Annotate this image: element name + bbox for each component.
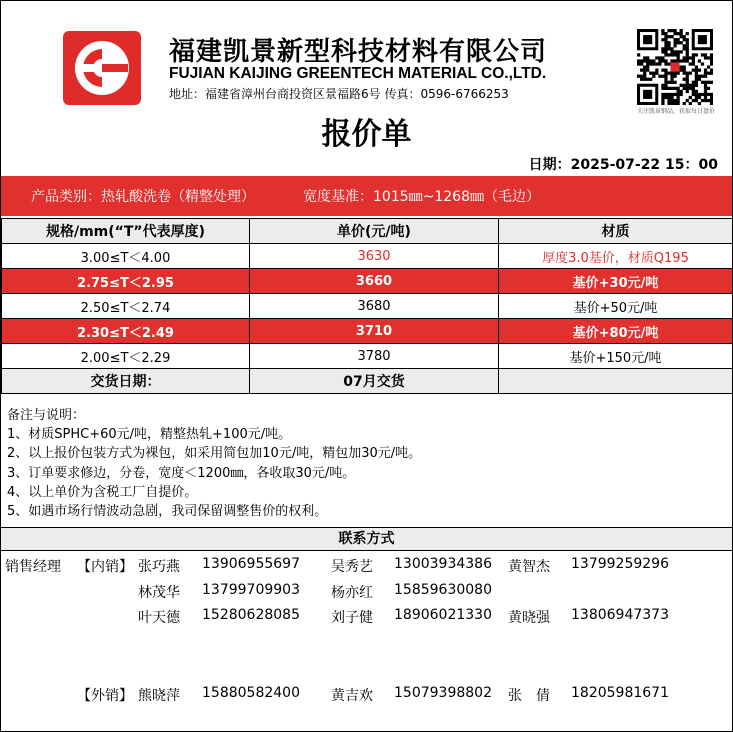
price-cell: 3710 <box>250 319 499 344</box>
contact-phone: 15079398802 <box>394 685 492 701</box>
price-cell: 3680 <box>250 294 499 319</box>
header-spec: 规格/mm(“T”代表厚度) <box>2 219 250 244</box>
delivery-label: 交货日期： <box>2 369 250 394</box>
spec-cell: 2.00≤T＜2.29 <box>2 344 250 369</box>
table-row <box>2 294 733 319</box>
material-cell: 基价+150元/吨 <box>499 344 733 369</box>
spec-cell: 2.50≤T＜2.74 <box>2 294 250 319</box>
table-row <box>2 344 733 369</box>
contact-name: 黄晓强 <box>508 610 550 626</box>
header-price: 单价(元/吨) <box>250 219 499 244</box>
contact-phone: 15880582400 <box>202 685 300 701</box>
contact-phone: 15859630080 <box>394 582 492 598</box>
contact-name: 林茂华 <box>138 585 180 601</box>
width-basis: 宽度基准：1015㎜~1268㎜（毛边） <box>303 189 540 205</box>
note-item: 1、材质SPHC+60元/吨，精整热轧+100元/吨。 <box>7 427 292 443</box>
export-sales-label: 【外销】 <box>77 688 133 704</box>
product-category-bar <box>1 176 732 216</box>
contact-phone: 13799709903 <box>202 582 300 598</box>
quote-date: 日期：2025-07-22 15：00 <box>528 157 718 173</box>
contact-name: 张 倩 <box>508 688 550 704</box>
table-row <box>2 319 733 344</box>
document-title: 报价单 <box>321 117 412 152</box>
qr-code <box>637 29 713 105</box>
contact-name: 熊晓萍 <box>138 688 180 704</box>
table-row <box>2 269 733 294</box>
company-name-cn: 福建凯景新型科技材料有限公司 <box>169 37 548 67</box>
price-table <box>1 218 733 394</box>
contact-heading: 联系方式 <box>1 527 732 551</box>
logo-emblem-icon <box>63 31 141 105</box>
delivery-blank <box>499 369 733 394</box>
table-row <box>2 244 733 269</box>
company-name-en: FUJIAN KAIJING GREENTECH MATERIAL CO.,LTD. <box>169 65 547 82</box>
product-category: 产品类别：热轧酸洗卷（精整处理） <box>31 189 255 205</box>
contact-phone: 13003934386 <box>394 556 492 572</box>
contact-phone: 13806947373 <box>571 607 669 623</box>
contact-phone: 15280628085 <box>202 607 300 623</box>
material-cell: 基价+30元/吨 <box>499 269 733 294</box>
contact-phone: 18205981671 <box>571 685 669 701</box>
contact-name: 张巧燕 <box>138 559 180 575</box>
domestic-sales-label: 【内销】 <box>77 559 133 575</box>
qr-code-icon <box>637 29 713 105</box>
contact-name: 杨亦红 <box>331 585 373 601</box>
contact-name: 黄吉欢 <box>331 688 373 704</box>
contact-phone: 13799259296 <box>571 556 669 572</box>
note-item: 2、以上报价包装方式为裸包，如采用简包加10元/吨，精包加30元/吨。 <box>7 446 422 462</box>
material-cell: 厚度3.0基价，材质Q195 <box>499 244 733 269</box>
qr-caption: 关注凯景钢品，获取每日盘价 <box>636 108 715 115</box>
sales-manager-label: 销售经理 <box>5 559 61 575</box>
note-item: 4、以上单价为含税工厂自提价。 <box>7 484 198 500</box>
company-address: 地址：福建省漳州台商投资区景福路6号 传真：0596-6766253 <box>169 87 509 101</box>
contact-name: 黄智杰 <box>508 559 550 575</box>
contact-phone: 18906021330 <box>394 607 492 623</box>
contact-name: 叶天德 <box>138 610 180 626</box>
material-cell: 基价+80元/吨 <box>499 319 733 344</box>
spec-cell: 3.00≤T＜4.00 <box>2 244 250 269</box>
note-item: 5、如遇市场行情波动急剧，我司保留调整售价的权利。 <box>7 504 328 520</box>
spec-cell: 2.30≤T＜2.49 <box>2 319 250 344</box>
contact-phone: 13906955697 <box>202 556 300 572</box>
notes-heading: 备注与说明： <box>7 408 86 423</box>
contact-name: 刘子健 <box>331 610 373 626</box>
spec-cell: 2.75≤T＜2.95 <box>2 269 250 294</box>
delivery-row <box>2 369 733 394</box>
header-material: 材质 <box>499 219 733 244</box>
contact-name: 吴秀艺 <box>331 559 373 575</box>
table-header-row <box>2 219 733 244</box>
company-logo <box>63 31 141 105</box>
material-cell: 基价+50元/吨 <box>499 294 733 319</box>
notes-section <box>7 406 421 521</box>
note-item: 3、订单要求修边，分卷，宽度＜1200㎜，各收取30元/吨。 <box>7 465 356 481</box>
price-cell: 3630 <box>250 244 499 269</box>
price-cell: 3660 <box>250 269 499 294</box>
delivery-value: 07月交货 <box>250 369 499 394</box>
price-cell: 3780 <box>250 344 499 369</box>
